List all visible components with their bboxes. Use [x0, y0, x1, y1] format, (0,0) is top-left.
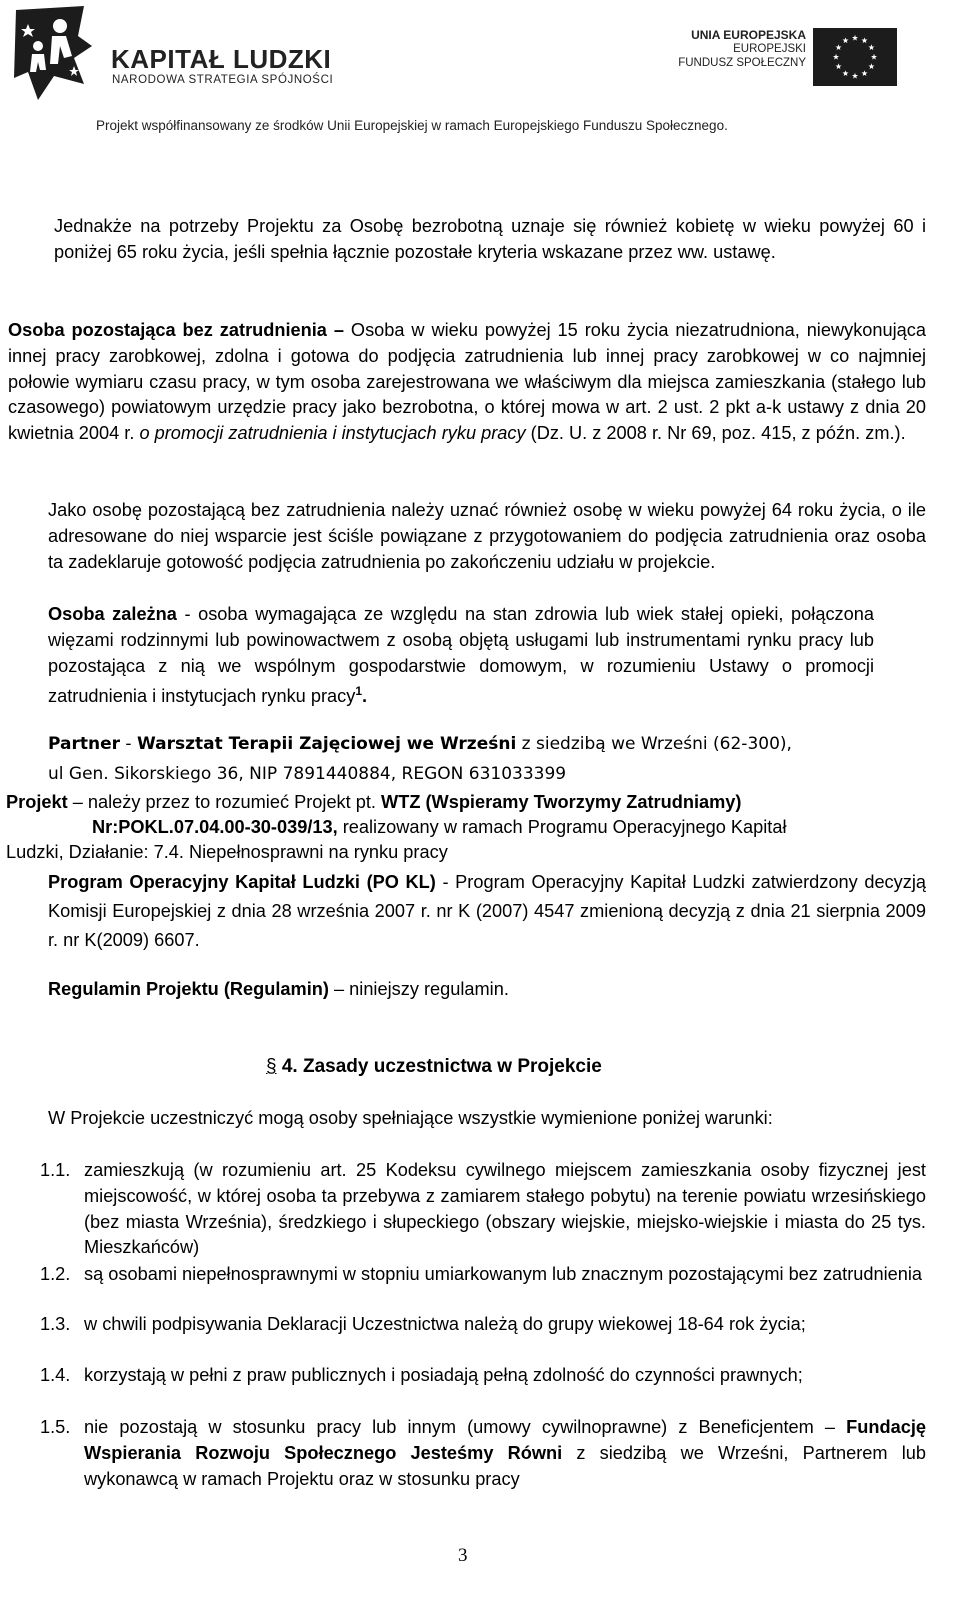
- section-symbol: §: [266, 1056, 277, 1077]
- list-text: zamieszkują (w rozumieniu art. 25 Kodeksu cywilnego miejscem zamieszkania osoby fizycznej jest miejscowość, w której osoba ta przebywa z zamiarem stałego pobytu) na terenie powiatu wrzesińskiego (bez miasta Września), średzkiego i słupeckiego (obszary wiejskie, miejsko-wiejskie i miasta do 25 tys. Mieszkańców): [84, 1160, 926, 1258]
- footnote-ref: 1: [355, 684, 363, 699]
- definition-text: - osoba wymagająca ze względu na stan zdrowia lub wiek stałej opieki, połączona więzami rodzinnymi lub powinowactwem z osobą objętą usługami lub instrumentami rynku pracy lub pozostająca z nią we wspólnym gospodarstwie domowym, w rozumieniu Ustawy o promocji zatrudnienia i instytucjach rynku pracy: [48, 604, 874, 707]
- eu-line-1: UNIA EUROPEJSKA: [691, 28, 806, 42]
- project-number: Nr:POKL.07.04.00-30-039/13,: [92, 817, 338, 837]
- definition-term: Osoba pozostająca bez zatrudnienia: [8, 320, 327, 340]
- definition-dependent: [48, 602, 874, 710]
- definition-term: Program Operacyjny Kapitał Ludzki (PO KL): [48, 872, 436, 892]
- list-text: korzystają w pełni z praw publicznych i posiadają pełną zdolność do czynności prawnych;: [84, 1365, 803, 1385]
- list-number: 1.3.: [40, 1314, 71, 1334]
- kapital-ludzki-logo-icon: [14, 6, 94, 101]
- definition-pokl: [48, 868, 926, 955]
- definition-project: [6, 790, 926, 816]
- list-item: [40, 1363, 926, 1389]
- beneficiary-name: Fundację Wspierania Rozwoju Społecznego Jesteśmy Równi: [84, 1417, 926, 1463]
- partner-name: Warsztat Terapii Zajęciowej we Wrześni: [136, 734, 517, 754]
- definition-text: - Program Operacyjny Kapitał Ludzki zatwierdzony decyzją Komisji Europejskiej z dnia 28 września 2007 r. nr K (2007) 4547 zmienioną decyzją z dnia 21 sierpnia 2009 r. nr K(2009) 6607.: [48, 872, 926, 950]
- list-number: 1.2.: [40, 1264, 71, 1284]
- definition-text-cont: (Dz. U. z 2008 r. Nr 69, poz. 415, z późn. zm.).: [525, 423, 906, 444]
- partner-address: z siedzibą we Wrześni (62-300),: [516, 734, 792, 754]
- section-title: 4. Zasady uczestnictwa w Projekcie: [276, 1056, 602, 1077]
- intro-paragraph: Jednakże na potrzeby Projektu za Osobę bezrobotną uznaje się również kobietę w wieku powyżej 60 i poniżej 65 roku życia, jeśli spełnia łącznie pozostałe kryteria wskazane przez ww. ustawę.: [54, 216, 926, 262]
- project-program: realizowany w ramach Programu Operacyjnego Kapitał: [337, 817, 787, 837]
- logo-subtitle: NARODOWA STRATEGIA SPÓJNOŚCI: [112, 74, 334, 86]
- list-item: [40, 1158, 926, 1261]
- definition-term: Osoba zależna: [48, 604, 177, 624]
- definition-term: Regulamin Projektu (Regulamin): [48, 979, 329, 999]
- project-action-line: Ludzki, Działanie: 7.4. Niepełnosprawni na rynku pracy: [6, 842, 448, 862]
- page-number: 3: [458, 1545, 468, 1566]
- list-text-part: z siedzibą we Wrześni, Partnerem lub wykonawcą w ramach Projektu oraz w stosunku pracy: [84, 1442, 926, 1489]
- definition-unemployed: [8, 318, 926, 447]
- logo-title: KAPITAŁ LUDZKI: [111, 44, 332, 74]
- list-number: 1.1.: [40, 1160, 71, 1180]
- partner-sep: -: [120, 734, 137, 754]
- definition-partner: [48, 732, 926, 758]
- eu-line-3: FUNDUSZ SPOŁECZNY: [678, 57, 806, 69]
- list-item: [40, 1415, 926, 1492]
- definition-term: Partner: [48, 734, 121, 754]
- list-item: [40, 1312, 926, 1338]
- list-item: [40, 1262, 926, 1288]
- section-heading: [266, 1054, 926, 1080]
- list-number: 1.4.: [40, 1365, 71, 1385]
- act-title: o promocji zatrudnienia i instytucjach ryku pracy: [139, 423, 526, 444]
- list-number: 1.5.: [40, 1417, 71, 1437]
- list-text: [84, 1415, 926, 1492]
- list-text: są osobami niepełnosprawnymi w stopniu umiarkowanym lub znacznym pozostającymi bez zatrudnienia: [84, 1264, 923, 1284]
- definition-text: Osoba w wieku powyżej 15 roku życia niezatrudniona, niewykonująca innej pracy zarobkowej, zdolna i gotowa do podjęcia zatrudnienia lub innej pracy zarobkowej w co najmniej połowie wymiaru czasu pracy, w tym osoba zarejestrowana we właściwym dla miejsca zamieszkania (stałego lub czasowego) powiatowym urzędzie pracy jako bezrobotna, o której mowa w art. 2 ust. 2 pkt a-k ustawy z dnia 20 kwietnia 2004 r.: [8, 320, 926, 444]
- conditions-intro: W Projekcie uczestniczyć mogą osoby spełniające wszystkie wymienione poniżej warunki:: [48, 1108, 773, 1128]
- definition-dash: –: [326, 320, 351, 340]
- list-text: w chwili podpisywania Deklaracji Uczestnictwa należą do grupy wiekowej 18-64 rok życia;: [84, 1314, 806, 1334]
- project-number-line: [92, 815, 926, 841]
- definition-text: – należy przez to rozumieć Projekt pt.: [67, 792, 382, 812]
- definition-end: .: [362, 686, 368, 707]
- definition-regulamin: [48, 977, 926, 1003]
- definition-term: Projekt: [6, 792, 68, 812]
- eu-line-2: EUROPEJSKI: [733, 43, 806, 55]
- project-title: WTZ (Wspieramy Tworzymy Zatrudniamy): [381, 792, 742, 812]
- eu-logo-block: [678, 28, 948, 94]
- kapital-ludzki-logo-block: [14, 6, 344, 106]
- cofinance-note: Projekt współfinansowany ze środków Unii Europejskiej w ramach Europejskiego Funduszu Społecznego.: [96, 118, 728, 133]
- definition-text: – niniejszy regulamin.: [328, 979, 509, 999]
- eu-logo-text: [678, 28, 806, 70]
- definition-unemployed-note: Jako osobę pozostającą bez zatrudnienia należy uznać również osobę w wieku powyżej 64 roku życia, o ile adresowane do niej wsparcie jest ściśle powiązane z przygotowaniem do podjęcia zatrudnienia oraz osoba ta zadeklaruje gotowość podjęcia zatrudnienia po zakończeniu udziału w projekcie.: [48, 500, 926, 572]
- list-text-part: nie pozostają w stosunku pracy lub innym (umowy cywilnoprawne) z Beneficjentem –: [84, 1417, 847, 1437]
- partner-details: ul Gen. Sikorskiego 36, NIP 7891440884, REGON 631033399: [48, 764, 567, 784]
- eu-flag-icon: [813, 28, 897, 86]
